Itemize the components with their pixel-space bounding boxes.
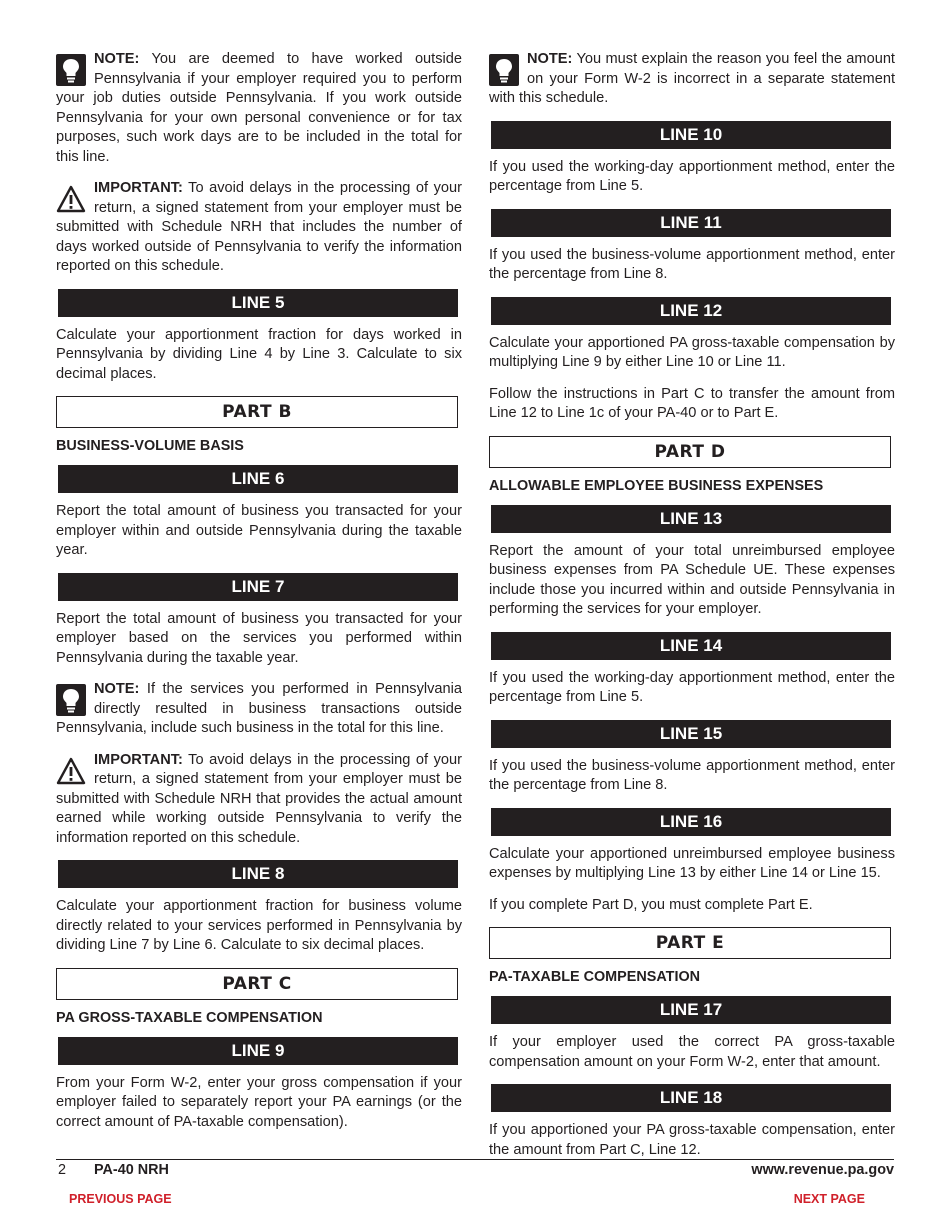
- part-b-subheading: BUSINESS-VOLUME BASIS: [56, 438, 244, 454]
- footer-divider: [56, 1159, 894, 1160]
- part-b-header: PART B: [56, 396, 458, 428]
- important-label: IMPORTANT:: [94, 751, 183, 768]
- line-7-header: LINE 7: [58, 573, 458, 601]
- website-link[interactable]: www.revenue.pa.gov: [751, 1162, 894, 1178]
- note-text: If the services you performed in Pennsylvania directly resulted in business transactions outside Pennsylvania, include such business in the total for this line.: [56, 681, 462, 736]
- note-label: NOTE:: [527, 51, 573, 67]
- line-15-text: If you used the business-volume apportionment method, enter the percentage from Line 8.: [489, 757, 895, 793]
- warning-triangle-icon: [56, 183, 86, 215]
- lightbulb-icon: [56, 54, 86, 86]
- line-7-text: Report the total amount of business you transacted for your employer based on the services you performed within Pennsylvania during the taxable year.: [56, 610, 462, 666]
- line-6-header: LINE 6: [58, 465, 458, 493]
- line-10-text: If you used the working-day apportionment method, enter the percentage from Line 5.: [489, 158, 895, 194]
- line-12-text-followup: Follow the instructions in Part C to transfer the amount from Line 12 to Line 1c of your PA-40 or to Part E.: [489, 385, 895, 421]
- line-17-text: If your employer used the correct PA gross-taxable compensation amount on your Form W-2, enter that amount.: [489, 1034, 895, 1070]
- important-callout: [56, 179, 462, 277]
- line-17-header: LINE 17: [491, 996, 891, 1024]
- next-page-link[interactable]: NEXT PAGE: [793, 1192, 865, 1206]
- part-c-header: PART C: [56, 968, 458, 1000]
- line-9-header: LINE 9: [58, 1037, 458, 1065]
- right-column: [489, 50, 895, 1172]
- warning-triangle-icon: [56, 755, 86, 787]
- line-16-text: Calculate your apportioned unreimbursed employee business expenses by multiplying Line 13 by either Line 14 or Line 15.: [489, 845, 895, 881]
- previous-page-link[interactable]: PREVIOUS PAGE: [69, 1192, 172, 1206]
- important-text: To avoid delays in the processing of your return, a signed statement from your employer must be submitted with Schedule NRH that includes the number of days worked outside of Pennsylvania to verify the information reported on this schedule.: [56, 180, 462, 274]
- line-18-header: LINE 18: [491, 1084, 891, 1112]
- part-e-subheading: PA-TAXABLE COMPENSATION: [489, 969, 701, 985]
- important-callout: [56, 751, 462, 849]
- part-d-header: PART D: [489, 436, 891, 468]
- line-14-header: LINE 14: [491, 632, 891, 660]
- part-d-subheading: ALLOWABLE EMPLOYEE BUSINESS EXPENSES: [489, 477, 824, 494]
- note-text: You are deemed to have worked outside Pennsylvania if your employer required you to perform your job duties outside Pennsylvania. If you work outside Pennsylvania for your own personal convenience or for tax purposes, such work days are to be included in the total for this line.: [56, 51, 462, 165]
- line-6-text: Report the total amount of business you transacted for your employer within and outside Pennsylvania during the taxable year.: [56, 503, 462, 558]
- lightbulb-icon: [489, 54, 519, 86]
- note-text: You must explain the reason you feel the amount on your Form W-2 is incorrect in a separate statement with this schedule.: [489, 51, 895, 106]
- line-5-text: Calculate your apportionment fraction for days worked in Pennsylvania by dividing Line 4 by Line 3. Calculate to six decimal places.: [56, 326, 462, 382]
- part-e-header: PART E: [489, 927, 891, 959]
- line-8-text: Calculate your apportionment fraction for business volume directly related to your services performed in Pennsylvania by dividing Line 7 by Line 6. Calculate to six decimal places.: [56, 898, 462, 953]
- lightbulb-icon: [56, 684, 86, 716]
- line-10-header: LINE 10: [491, 121, 891, 149]
- line-12-header: LINE 12: [491, 297, 891, 325]
- page-number: 2: [58, 1162, 67, 1178]
- form-name: PA-40 NRH: [94, 1162, 169, 1178]
- line-5-header: LINE 5: [58, 289, 458, 317]
- line-11-text: If you used the business-volume apportionment method, enter the percentage from Line 8.: [489, 246, 895, 282]
- line-12-text: Calculate your apportioned PA gross-taxable compensation by multiplying Line 9 by either Line 10 or Line 11.: [489, 334, 895, 370]
- important-text: To avoid delays in the processing of your return, a signed statement from your employer must be submitted with Schedule NRH that provides the actual amount earned while working outside Pennsylvania to verify the information reported on this schedule.: [56, 751, 462, 846]
- left-column: [56, 50, 462, 1144]
- part-c-subheading: PA GROSS-TAXABLE COMPENSATION: [56, 1009, 323, 1026]
- line-16-text-followup: If you complete Part D, you must complete Part E.: [489, 896, 813, 913]
- note-callout: [56, 680, 462, 739]
- line-11-header: LINE 11: [491, 209, 891, 237]
- line-9-text: From your Form W-2, enter your gross compensation if your employer failed to separately report your PA earnings (or the correct amount of PA-taxable compensation).: [56, 1074, 462, 1130]
- line-13-text: Report the amount of your total unreimbursed employee business expenses from PA Schedule UE. These expenses include those you incurred within and outside Pennsylvania in performing the services for your employer.: [489, 542, 895, 617]
- important-label: IMPORTANT:: [94, 180, 183, 196]
- line-15-header: LINE 15: [491, 720, 891, 748]
- line-13-header: LINE 13: [491, 505, 891, 533]
- note-callout: [56, 50, 462, 167]
- note-label: NOTE:: [94, 681, 140, 697]
- note-label: NOTE:: [94, 51, 140, 67]
- line-16-header: LINE 16: [491, 808, 891, 836]
- line-8-header: LINE 8: [58, 860, 458, 888]
- note-callout: [489, 50, 895, 109]
- line-14-text: If you used the working-day apportionment method, enter the percentage from Line 5.: [489, 669, 895, 705]
- line-18-text: If you apportioned your PA gross-taxable compensation, enter the amount from Part C, Line 12.: [489, 1122, 895, 1158]
